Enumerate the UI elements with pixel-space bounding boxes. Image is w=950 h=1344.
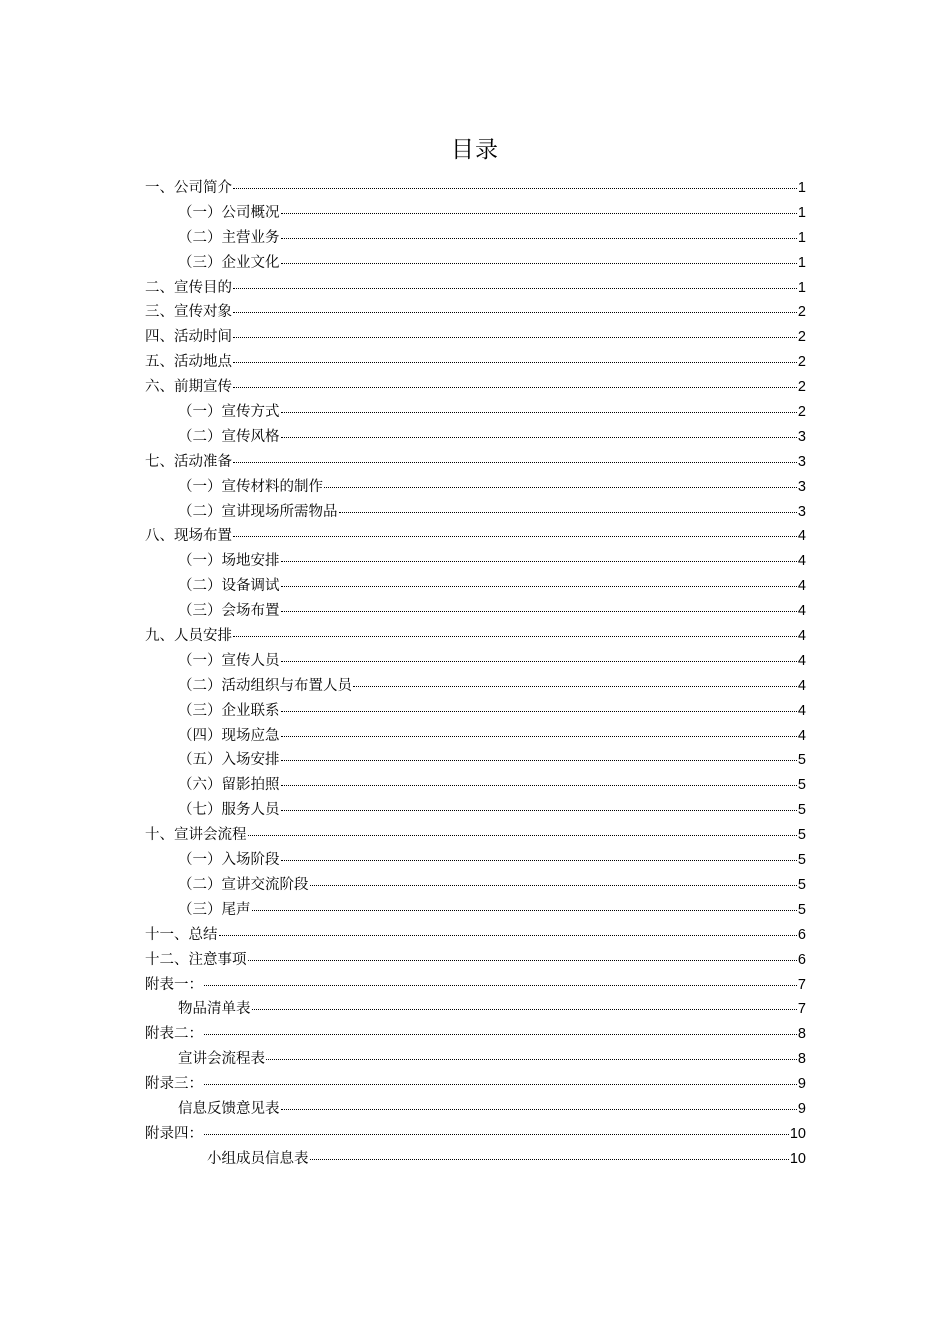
toc-entry-page-number: 4 bbox=[797, 578, 806, 595]
toc-entry[interactable] bbox=[145, 873, 806, 898]
toc-dot-leader bbox=[281, 411, 797, 413]
toc-entry[interactable] bbox=[145, 823, 806, 848]
toc-entry[interactable] bbox=[145, 948, 806, 973]
toc-dot-leader bbox=[353, 685, 797, 687]
toc-entry[interactable] bbox=[145, 773, 806, 798]
toc-dot-leader bbox=[233, 287, 797, 289]
toc-entry-page-number: 1 bbox=[797, 254, 806, 271]
toc-entry-text: （三）企业联系 bbox=[178, 702, 280, 719]
toc-dot-leader bbox=[248, 959, 797, 961]
toc-entry-page-number: 3 bbox=[797, 503, 806, 520]
toc-dot-leader bbox=[281, 1108, 797, 1110]
toc-list bbox=[145, 176, 806, 1172]
toc-entry-page-number: 1 bbox=[797, 204, 806, 221]
toc-entry-page-number: 5 bbox=[797, 802, 806, 819]
toc-entry-page-number: 4 bbox=[797, 652, 806, 669]
toc-entry-text: 四、活动时间 bbox=[145, 329, 232, 346]
toc-dot-leader bbox=[281, 560, 797, 562]
toc-dot-leader bbox=[233, 187, 797, 189]
toc-entry-text: （四）现场应急 bbox=[178, 727, 280, 744]
toc-entry-page-number: 1 bbox=[797, 279, 806, 296]
toc-entry-text: （一）宣传方式 bbox=[178, 404, 280, 421]
toc-entry-page-number: 5 bbox=[797, 827, 806, 844]
toc-entry-page-number: 4 bbox=[797, 628, 806, 645]
toc-entry-text: 附表二： bbox=[145, 1026, 203, 1043]
toc-entry-text: 二、宣传目的 bbox=[145, 279, 232, 296]
toc-entry-page-number: 4 bbox=[797, 702, 806, 719]
toc-entry-text: （二）设备调试 bbox=[178, 578, 280, 595]
toc-dot-leader bbox=[233, 386, 797, 388]
toc-entry[interactable] bbox=[145, 674, 806, 699]
toc-entry[interactable] bbox=[145, 450, 806, 475]
toc-entry[interactable] bbox=[145, 898, 806, 923]
toc-entry-page-number: 5 bbox=[797, 876, 806, 893]
toc-entry-page-number: 2 bbox=[797, 404, 806, 421]
toc-entry[interactable] bbox=[145, 624, 806, 649]
toc-entry-text: 六、前期宣传 bbox=[145, 379, 232, 396]
toc-entry[interactable] bbox=[145, 201, 806, 226]
toc-entry-page-number: 6 bbox=[797, 951, 806, 968]
toc-entry-page-number: 8 bbox=[797, 1026, 806, 1043]
toc-entry-text: 物品清单表 bbox=[178, 1001, 251, 1018]
toc-entry-page-number: 3 bbox=[797, 428, 806, 445]
toc-entry-text: （二）主营业务 bbox=[178, 229, 280, 246]
toc-entry-page-number: 9 bbox=[797, 1100, 806, 1117]
toc-title: 目录 bbox=[451, 137, 499, 163]
toc-entry[interactable] bbox=[145, 1072, 806, 1097]
toc-entry-page-number: 5 bbox=[797, 777, 806, 794]
toc-entry-text: 附录三： bbox=[145, 1076, 203, 1093]
toc-entry[interactable] bbox=[145, 176, 806, 201]
toc-entry-page-number: 7 bbox=[797, 1001, 806, 1018]
toc-dot-leader bbox=[204, 1033, 797, 1035]
toc-entry-page-number: 4 bbox=[797, 528, 806, 545]
toc-dot-leader bbox=[252, 1008, 797, 1010]
toc-dot-leader bbox=[339, 511, 797, 513]
toc-entry-text: （一）场地安排 bbox=[178, 553, 280, 570]
toc-entry-text: （一）入场阶段 bbox=[178, 852, 280, 869]
toc-entry-page-number: 6 bbox=[797, 926, 806, 943]
toc-dot-leader bbox=[310, 1158, 789, 1160]
toc-entry-text: 信息反馈意见表 bbox=[178, 1100, 280, 1117]
toc-dot-leader bbox=[204, 1133, 789, 1135]
toc-entry[interactable] bbox=[145, 699, 806, 724]
toc-dot-leader bbox=[233, 635, 797, 637]
toc-dot-leader bbox=[233, 461, 797, 463]
toc-dot-leader bbox=[281, 784, 797, 786]
toc-entry[interactable] bbox=[145, 1047, 806, 1072]
toc-entry[interactable] bbox=[145, 997, 806, 1022]
toc-entry-page-number: 5 bbox=[797, 901, 806, 918]
toc-dot-leader bbox=[219, 934, 797, 936]
toc-entry[interactable] bbox=[145, 973, 806, 998]
toc-entry-page-number: 3 bbox=[797, 453, 806, 470]
toc-entry[interactable] bbox=[145, 350, 806, 375]
toc-entry-page-number: 4 bbox=[797, 677, 806, 694]
toc-entry-page-number: 1 bbox=[797, 180, 806, 196]
toc-entry-text: （五）入场安排 bbox=[178, 752, 280, 769]
toc-entry-text: 十、宣讲会流程 bbox=[145, 827, 247, 844]
toc-dot-leader bbox=[204, 984, 797, 986]
toc-dot-leader bbox=[233, 361, 797, 363]
toc-entry-page-number: 5 bbox=[797, 852, 806, 869]
toc-entry[interactable] bbox=[145, 1147, 806, 1172]
toc-entry-text: （三）企业文化 bbox=[178, 254, 280, 271]
toc-entry-page-number: 2 bbox=[797, 354, 806, 371]
toc-dot-leader bbox=[324, 486, 797, 488]
toc-entry[interactable] bbox=[145, 1122, 806, 1147]
toc-dot-leader bbox=[252, 909, 797, 911]
toc-dot-leader bbox=[248, 834, 797, 836]
toc-entry-page-number: 1 bbox=[797, 229, 806, 246]
toc-entry-text: 宣讲会流程表 bbox=[178, 1051, 265, 1068]
toc-entry-text: （三）尾声 bbox=[178, 901, 251, 918]
toc-entry-text: 附录四： bbox=[145, 1125, 203, 1142]
toc-entry-text: 五、活动地点 bbox=[145, 354, 232, 371]
toc-dot-leader bbox=[233, 535, 797, 537]
toc-entry[interactable] bbox=[145, 1022, 806, 1047]
toc-entry-page-number: 4 bbox=[797, 727, 806, 744]
toc-entry[interactable] bbox=[145, 724, 806, 749]
toc-entry[interactable] bbox=[145, 500, 806, 525]
toc-entry-text: （二）宣传风格 bbox=[178, 428, 280, 445]
toc-entry[interactable] bbox=[145, 300, 806, 325]
toc-entry[interactable] bbox=[145, 475, 806, 500]
toc-entry[interactable] bbox=[145, 549, 806, 574]
toc-entry[interactable] bbox=[145, 1097, 806, 1122]
toc-entry[interactable] bbox=[145, 325, 806, 350]
toc-entry[interactable] bbox=[145, 226, 806, 251]
toc-dot-leader bbox=[233, 311, 797, 313]
toc-dot-leader bbox=[281, 237, 797, 239]
toc-dot-leader bbox=[204, 1083, 797, 1085]
toc-entry-page-number: 8 bbox=[797, 1051, 806, 1068]
toc-dot-leader bbox=[281, 585, 797, 587]
toc-entry-text: 八、现场布置 bbox=[145, 528, 232, 545]
toc-entry-text: 七、活动准备 bbox=[145, 453, 232, 470]
toc-dot-leader bbox=[233, 336, 797, 338]
toc-entry-page-number: 10 bbox=[789, 1125, 806, 1142]
toc-entry[interactable] bbox=[145, 599, 806, 624]
toc-entry[interactable] bbox=[145, 400, 806, 425]
toc-entry-text: （一）宣传材料的制作 bbox=[178, 478, 323, 495]
toc-entry[interactable] bbox=[145, 425, 806, 450]
toc-entry-page-number: 4 bbox=[797, 603, 806, 620]
toc-entry-page-number: 2 bbox=[797, 329, 806, 346]
toc-entry-page-number: 9 bbox=[797, 1076, 806, 1093]
toc-entry-text: （三）会场布置 bbox=[178, 603, 280, 620]
toc-entry-text: 三、宣传对象 bbox=[145, 304, 232, 321]
toc-entry-text: （二）宣讲现场所需物品 bbox=[178, 503, 338, 520]
toc-entry-text: 一、公司简介 bbox=[145, 180, 232, 196]
toc-entry-text: （二）活动组织与布置人员 bbox=[178, 677, 352, 694]
toc-entry[interactable] bbox=[145, 524, 806, 549]
toc-entry[interactable] bbox=[145, 251, 806, 276]
toc-entry-text: 小组成员信息表 bbox=[207, 1150, 309, 1167]
toc-entry-text: （七）服务人员 bbox=[178, 802, 280, 819]
toc-entry[interactable] bbox=[145, 375, 806, 400]
toc-entry[interactable] bbox=[145, 276, 806, 301]
toc-entry-text: （二）宣讲交流阶段 bbox=[178, 876, 309, 893]
toc-entry-text: 九、人员安排 bbox=[145, 628, 232, 645]
toc-entry-page-number: 10 bbox=[789, 1150, 806, 1167]
toc-dot-leader bbox=[266, 1058, 797, 1060]
toc-dot-leader bbox=[281, 436, 797, 438]
toc-entry-text: 附表一： bbox=[145, 976, 203, 993]
toc-entry[interactable] bbox=[145, 923, 806, 948]
toc-dot-leader bbox=[281, 710, 797, 712]
toc-dot-leader bbox=[281, 660, 797, 662]
toc-entry-page-number: 5 bbox=[797, 752, 806, 769]
toc-entry-page-number: 3 bbox=[797, 478, 806, 495]
toc-entry-text: 十二、注意事项 bbox=[145, 951, 247, 968]
toc-entry-page-number: 7 bbox=[797, 976, 806, 993]
toc-entry[interactable] bbox=[145, 848, 806, 873]
toc-dot-leader bbox=[281, 759, 797, 761]
toc-entry-text: （一）公司概况 bbox=[178, 204, 280, 221]
toc-entry-text: 十一、总结 bbox=[145, 926, 218, 943]
toc-entry[interactable] bbox=[145, 798, 806, 823]
toc-entry-page-number: 2 bbox=[797, 379, 806, 396]
toc-entry[interactable] bbox=[145, 574, 806, 599]
toc-dot-leader bbox=[281, 809, 797, 811]
toc-entry[interactable] bbox=[145, 748, 806, 773]
toc-dot-leader bbox=[281, 735, 797, 737]
toc-entry-text: （六）留影拍照 bbox=[178, 777, 280, 794]
toc-dot-leader bbox=[281, 859, 797, 861]
toc-dot-leader bbox=[310, 884, 797, 886]
toc-dot-leader bbox=[281, 610, 797, 612]
toc-entry-page-number: 4 bbox=[797, 553, 806, 570]
toc-dot-leader bbox=[281, 262, 797, 264]
toc-entry[interactable] bbox=[145, 649, 806, 674]
toc-dot-leader bbox=[281, 212, 797, 214]
toc-entry-page-number: 2 bbox=[797, 304, 806, 321]
toc-entry-text: （一）宣传人员 bbox=[178, 652, 280, 669]
